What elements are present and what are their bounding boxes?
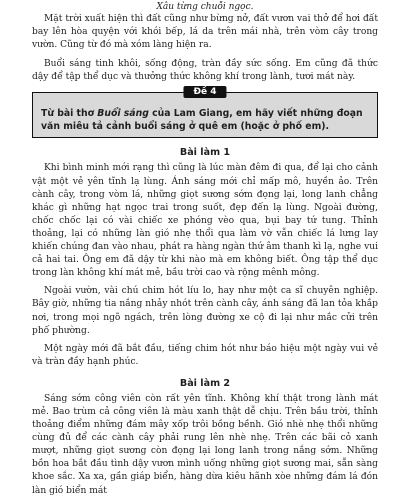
essay-1-paragraph-1: Khi bình minh mới rạng thì cũng là lúc màn đêm đi qua, để lại cho cảnh vật một vẻ yên tĩnh lạ lùng. Ánh sáng mới chỉ mấp mô, huyền ảo. Trên cành cây, trong vòm lá, những giọt sương sớm đọng lại, long lanh chẳng khác gì những hạt ngọc trai trong suốt, đẹp đến lạ lùng. Ngoài đường, chốc chốc lại có vài chiếc xe phóng vèo qua, bụi bay tứ tung. Thỉnh thoảng, lại có những làn gió nhẹ thổi qua làm vờ vẫn chiếc lá lưng lay khiến chúng đan vào nhau, phát ra hàng ngàn thứ âm thanh kì lạ, nghe vui cả hai tai. Ông em đã dậy từ khi nào mà em không biết. Ông tập thể dục trong làn không khí mát mẻ, bầu trời cao và rộng mênh mông. [32,163,378,279]
exercise-box [32,87,378,138]
exercise-label: Đề 4 [183,86,226,98]
essay-2-paragraph-1: Sáng sớm công viên còn rất yên tĩnh. Không khí thật trong lành mát mẻ. Bao trùm cả công viên là màu xanh thật dễ chịu. Trên bầu trời, thỉnh thoảng điểm những đám mây xốp trôi bồng bềnh. Gió nhè nhẹ thổi những cùng đủ để các cành cây phải rung lên nhè nhẹ. Trên các bãi cỏ xanh mượt, những giọt sương còn đọng lại long lanh trong nắng sớm. Những bồn hoa bắt đầu tình dậy vươn mình uống những giọt sương mai, sẵn sàng khoe sắc. Xa xa, gần giáp biển, hàng dừa kiêu hãnh xòe những đám lá đón làn gió biển mát [32,393,378,496]
essay-2-title: Bài làm 2 [179,377,231,389]
intro-paragraph-1: Mặt trời xuất hiện thì đất cũng như bừng nở, đất vươn vai thở để hơi đất bay lên hòa quyện với khói bếp, lá da trên mái nhà, trên vòm cây trong vườn. Cũng từ đó mà xóm làng hiện ra. [32,14,378,51]
exercise-prompt [41,107,369,133]
essay-1-title: Bài làm 1 [179,147,231,159]
exercise-prompt-start: Từ bài thơ [41,108,98,120]
essay-1-paragraph-2: Ngoài vườn, vài chú chim hót líu lo, hay như một ca sĩ chuyên nghiệp. Bây giờ, những tia nắng nhảy nhót trên cành cây, ánh sáng đã lan tỏa khắp nơi, trong mọi ngõ ngách, trên lòng đường xe cộ đi lại như mắc cửi trên phố phường. [32,286,378,336]
poem-last-line: Xâu từng chuỗi ngọc. [156,2,254,12]
intro-paragraph-2: Buổi sáng tinh khôi, sống động, tràn đầy sức sống. Em cũng đã thức dậy để tập thể dục và thưởng thức không khí trong lành, tươi mát này. [32,59,378,83]
poem-title: Buổi sáng [97,108,149,120]
essay-1-paragraph-3: Một ngày mới đã bắt đầu, tiếng chim hót như báo hiệu một ngày vui vẻ và tràn đầy hạnh phúc. [32,343,378,367]
exercise-prompt-end: của Lam Giang, em hãy viết những đoạn văn miêu tả cảnh buổi sáng ở quê em (hoặc ở phố em). [41,108,363,133]
